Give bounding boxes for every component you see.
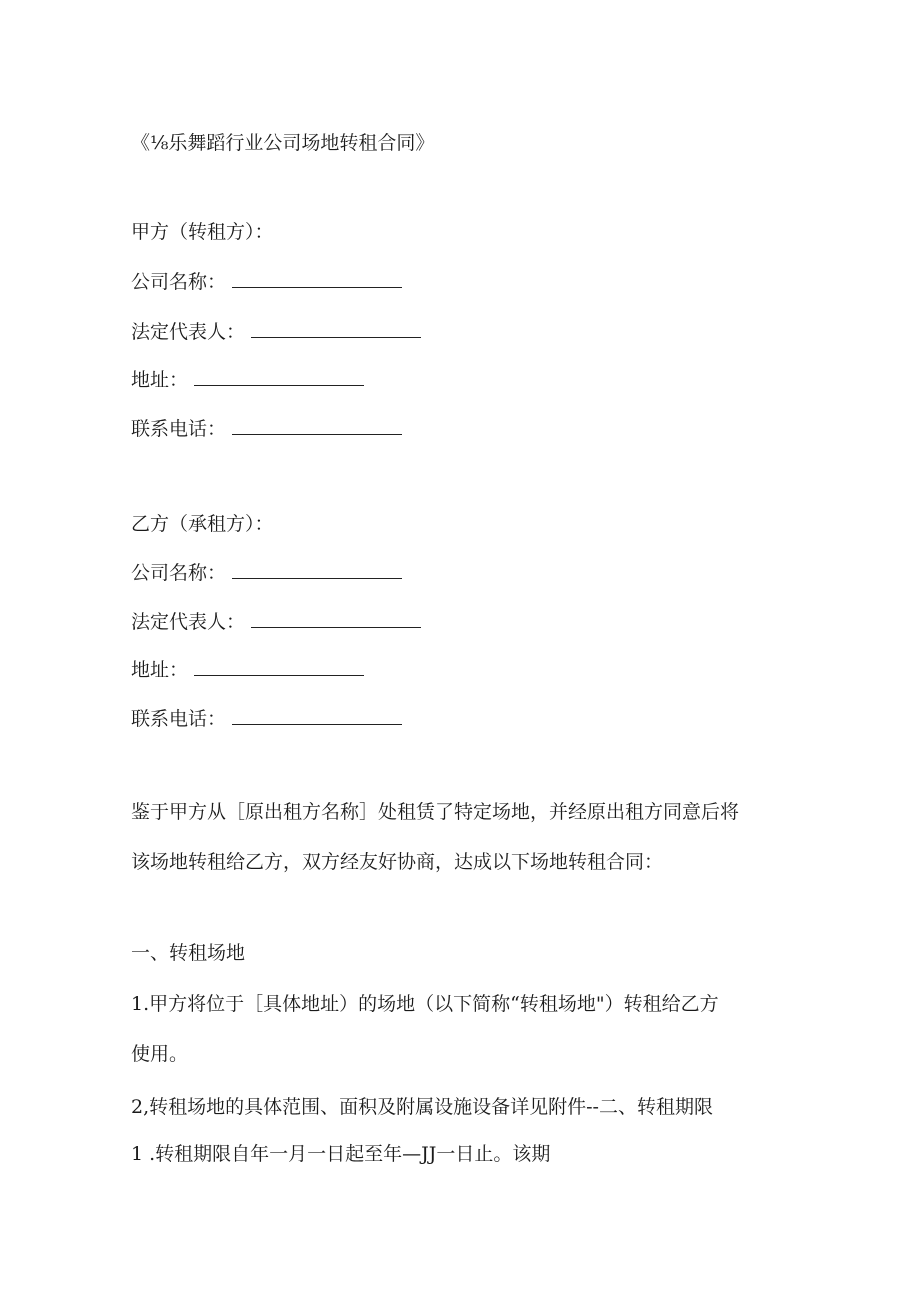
party-a-company-row xyxy=(131,270,402,294)
party-a-rep-label: 法定代表人： xyxy=(131,321,246,343)
party-b-address-label: 地址： xyxy=(131,659,189,681)
party-a-phone-row xyxy=(131,417,402,441)
party-b-phone-row xyxy=(131,707,402,731)
party-b-rep-label: 法定代表人： xyxy=(131,611,246,633)
party-a-address-label: 地址： xyxy=(131,369,189,391)
party-b-heading: 乙方（承租方）： xyxy=(131,513,274,535)
party-a-rep-blank xyxy=(251,323,421,338)
party-a-rep-row xyxy=(131,320,421,344)
section-1-item-1-line-2: 使用。 xyxy=(131,1043,189,1065)
party-a-heading: 甲方（转租方）： xyxy=(131,221,274,243)
party-b-rep-blank xyxy=(251,613,421,628)
party-a-phone-blank xyxy=(232,420,402,435)
party-b-address-blank xyxy=(194,661,364,676)
section-1-item-1-line-1: 1.甲方将位于［具体地址）的场地（以下简称“转租场地"）转租给乙方 xyxy=(131,993,719,1015)
preamble-line-2: 该场地转租给乙方，双方经友好协商，达成以下场地转租合同： xyxy=(131,851,664,873)
section-1-item-3: 1 .转租期限自年一月一日起至年—JJ一日止。该期 xyxy=(131,1143,551,1165)
party-b-company-blank xyxy=(232,564,402,579)
party-a-address-row xyxy=(131,368,364,392)
party-a-company-blank xyxy=(232,273,402,288)
party-b-phone-label: 联系电话： xyxy=(131,708,227,730)
section-1-item-2: 2,转租场地的具体范围、面积及附属设施设备详见附件--二、转租期限 xyxy=(131,1096,713,1118)
preamble-line-1: 鉴于甲方从［原出租方名称］处租赁了特定场地，并经原出租方同意后将 xyxy=(131,801,740,823)
contract-title: 《⅛乐舞蹈行业公司场地转租合同》 xyxy=(131,132,435,154)
party-a-company-label: 公司名称： xyxy=(131,271,227,293)
party-b-company-label: 公司名称： xyxy=(131,562,227,584)
party-a-address-blank xyxy=(194,371,364,386)
party-a-phone-label: 联系电话： xyxy=(131,418,227,440)
party-b-company-row xyxy=(131,561,402,585)
party-b-rep-row xyxy=(131,610,421,634)
section-1-heading: 一、转租场地 xyxy=(131,942,246,964)
party-b-address-row xyxy=(131,658,364,682)
party-b-phone-blank xyxy=(232,710,402,725)
